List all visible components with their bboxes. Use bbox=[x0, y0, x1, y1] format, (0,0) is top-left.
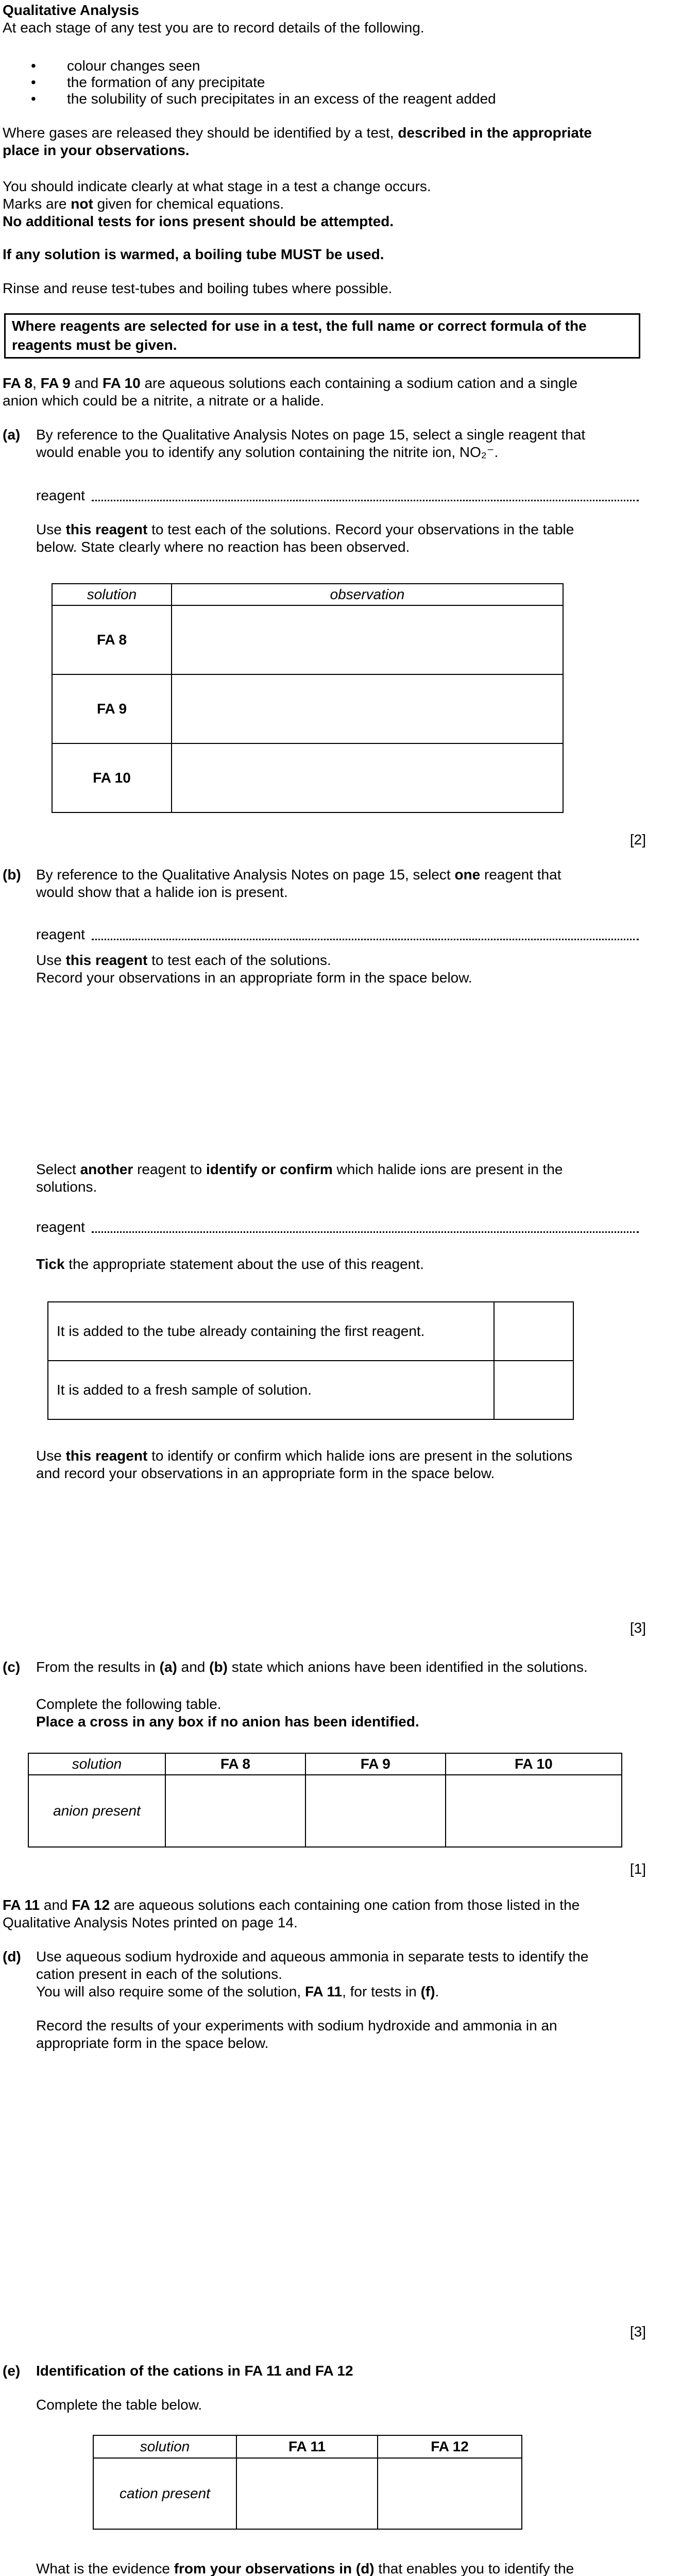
part-e-evidence-question: What is the evidence from your observations in (d) that enables you to identify the bbox=[36, 2561, 574, 2576]
row-label: cation present bbox=[93, 2458, 236, 2529]
part-d-record-cont: appropriate form in the space below. bbox=[36, 2035, 269, 2051]
tick-statement: It is added to a fresh sample of solution. bbox=[48, 1361, 494, 1419]
bullet-item: the solubility of such precipitates in an excess of the reagent added bbox=[67, 91, 496, 107]
row-label: FA 9 bbox=[52, 674, 172, 743]
reagent-label: reagent bbox=[36, 926, 85, 942]
observation-cell[interactable] bbox=[172, 605, 563, 674]
anion-cell[interactable] bbox=[305, 1775, 446, 1847]
part-a-label: (a) bbox=[3, 427, 21, 443]
marks-a: [2] bbox=[629, 832, 646, 848]
part-b-select-text: Select another reagent to identify or confirm which halide ions are present in the bbox=[36, 1161, 563, 1177]
reagent-answer-line[interactable] bbox=[92, 939, 639, 940]
column-header: FA 11 bbox=[236, 2435, 378, 2458]
column-header: FA 10 bbox=[446, 1753, 622, 1775]
part-c-label: (c) bbox=[3, 1659, 21, 1675]
cation-cell[interactable] bbox=[378, 2458, 522, 2529]
tick-box[interactable] bbox=[494, 1302, 573, 1361]
column-header: observation bbox=[172, 584, 563, 605]
reagent-answer-line[interactable] bbox=[92, 1231, 639, 1233]
part-e-title: Identification of the cations in FA 11 and FA 12 bbox=[36, 2363, 353, 2379]
part-b-select-text-cont: solutions. bbox=[36, 1179, 97, 1195]
part-a-use-text-cont: below. State clearly where no reaction has been observed. bbox=[36, 539, 410, 555]
fa11-intro-cont: Qualitative Analysis Notes printed on page 14. bbox=[3, 1914, 298, 1930]
bullet-item: the formation of any precipitate bbox=[67, 74, 265, 90]
part-c-cross: Place a cross in any box if no anion has been identified. bbox=[36, 1714, 419, 1730]
anion-cell[interactable] bbox=[446, 1775, 622, 1847]
part-b-question-cont: would show that a halide ion is present. bbox=[36, 884, 288, 900]
observation-cell[interactable] bbox=[172, 674, 563, 743]
tick-statement: It is added to the tube already containing the first reagent. bbox=[48, 1302, 494, 1361]
part-d-record: Record the results of your experiments with sodium hydroxide and ammonia in an bbox=[36, 2018, 557, 2033]
column-header: solution bbox=[28, 1753, 165, 1775]
bullet-dot: • bbox=[31, 58, 36, 74]
part-e-label: (e) bbox=[3, 2363, 21, 2379]
column-header: FA 9 bbox=[305, 1753, 446, 1775]
column-header: FA 12 bbox=[378, 2435, 522, 2458]
row-label: FA 10 bbox=[52, 743, 172, 812]
bullet-item: colour changes seen bbox=[67, 58, 200, 74]
page-title: Qualitative Analysis bbox=[3, 2, 140, 18]
part-b-use2-text: Use this reagent to identify or confirm which halide ions are present in the solutions bbox=[36, 1448, 573, 1464]
part-d-question-cont: cation present in each of the solutions. bbox=[36, 1966, 282, 1982]
tick-box[interactable] bbox=[494, 1361, 573, 1419]
observation-cell[interactable] bbox=[172, 743, 563, 812]
gases-instruction-cont: place in your observations. bbox=[3, 142, 190, 158]
reagents-notice-box: Where reagents are selected for use in a test, the full name or correct formula of the reagents must be given. bbox=[4, 313, 640, 359]
fa-intro: FA 8, FA 9 and FA 10 are aqueous solutions each containing a sodium cation and a single bbox=[3, 375, 578, 391]
part-b-use2-text-cont: and record your observations in an appropriate form in the space below. bbox=[36, 1465, 495, 1481]
row-label: anion present bbox=[28, 1775, 165, 1847]
part-b-question: By reference to the Qualitative Analysis Notes on page 15, select one reagent that bbox=[36, 867, 561, 883]
fa11-intro: FA 11 and FA 12 are aqueous solutions each containing one cation from those listed in the bbox=[3, 1897, 580, 1913]
column-header: FA 8 bbox=[165, 1753, 305, 1775]
part-d-question: Use aqueous sodium hydroxide and aqueous ammonia in separate tests to identify the bbox=[36, 1948, 589, 1964]
tick-instruction: Tick the appropriate statement about the use of this reagent. bbox=[36, 1256, 424, 1272]
part-e-complete: Complete the table below. bbox=[36, 2397, 202, 2413]
part-a-use-text: Use this reagent to test each of the solutions. Record your observations in the table bbox=[36, 521, 574, 537]
marks-b: [3] bbox=[629, 1620, 646, 1636]
indicate-text: You should indicate clearly at what stage in a test a change occurs. bbox=[3, 178, 431, 194]
warmed-text: If any solution is warmed, a boiling tube MUST be used. bbox=[3, 246, 384, 262]
part-b-use-text-cont: Record your observations in an appropriate form in the space below. bbox=[36, 970, 472, 986]
column-header: solution bbox=[93, 2435, 236, 2458]
cation-table bbox=[93, 2435, 522, 2530]
marks-c: [1] bbox=[629, 1861, 646, 1877]
observation-table-a bbox=[52, 583, 564, 813]
part-b-use-text: Use this reagent to test each of the solutions. bbox=[36, 952, 331, 968]
bullet-dot: • bbox=[31, 91, 36, 107]
part-a-question: By reference to the Qualitative Analysis Notes on page 15, select a single reagent that bbox=[36, 427, 586, 443]
anion-table bbox=[28, 1753, 622, 1848]
marks-d: [3] bbox=[629, 2324, 646, 2340]
no-additional-text: No additional tests for ions present should be attempted. bbox=[3, 213, 394, 229]
cation-cell[interactable] bbox=[236, 2458, 378, 2529]
anion-cell[interactable] bbox=[165, 1775, 305, 1847]
intro-text: At each stage of any test you are to record details of the following. bbox=[3, 20, 424, 36]
marks-text: Marks are not given for chemical equations. bbox=[3, 196, 284, 212]
part-a-question-cont: would enable you to identify any solution containing the nitrite ion, NO₂⁻. bbox=[36, 444, 499, 460]
rinse-text: Rinse and reuse test-tubes and boiling tubes where possible. bbox=[3, 280, 393, 296]
tick-table bbox=[47, 1301, 574, 1420]
part-d-require: You will also require some of the solution, FA 11, for tests in (f). bbox=[36, 1984, 439, 1999]
gases-instruction: Where gases are released they should be identified by a test, described in the appropriate bbox=[3, 125, 592, 141]
part-c-complete: Complete the following table. bbox=[36, 1696, 222, 1712]
row-label: FA 8 bbox=[52, 605, 172, 674]
column-header: solution bbox=[52, 584, 172, 605]
reagent-answer-line[interactable] bbox=[92, 500, 639, 501]
fa-intro-cont: anion which could be a nitrite, a nitrate or a halide. bbox=[3, 393, 325, 409]
reagent-label: reagent bbox=[36, 487, 85, 503]
part-c-question: From the results in (a) and (b) state which anions have been identified in the solutions. bbox=[36, 1659, 588, 1675]
part-b-label: (b) bbox=[3, 867, 21, 883]
bullet-dot: • bbox=[31, 74, 36, 90]
part-d-label: (d) bbox=[3, 1948, 21, 1964]
reagent-label: reagent bbox=[36, 1219, 85, 1235]
